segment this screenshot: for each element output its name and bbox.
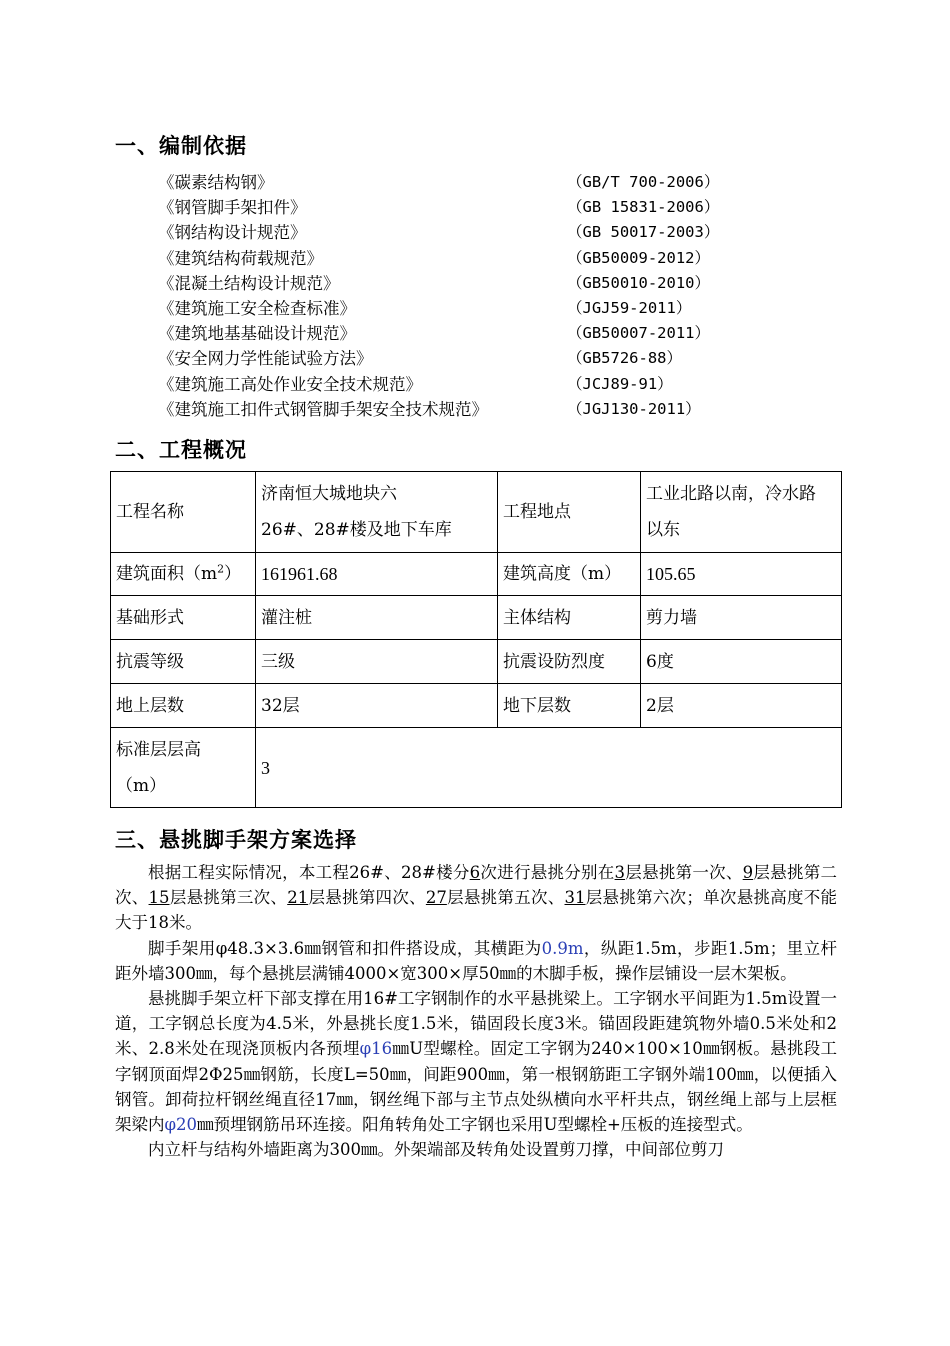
reference-title: 《建筑施工高处作业安全技术规范》 — [158, 374, 422, 394]
paragraph-beam-support — [115, 986, 837, 1137]
text-run: 层悬挑第二次、 — [115, 863, 837, 908]
paragraph-scaffold-spec — [115, 936, 837, 986]
text-run: 次进行悬挑分别在 — [480, 863, 615, 882]
section-heading-scheme: 三、悬挑脚手架方案选择 — [115, 828, 357, 852]
text-run: 脚手架用φ48.3×3.6㎜钢管和扣件搭设成，其横距为 — [148, 938, 542, 958]
reference-code: （JGJ59-2011） — [567, 298, 692, 317]
reference-item — [158, 397, 758, 422]
foundation-label: 基础形式 — [111, 596, 256, 640]
table-row — [111, 553, 842, 596]
text-run: 层悬挑第六次；单次悬挑高度不能大于18米。 — [115, 888, 838, 933]
text-run: 层悬挑第三次、 — [169, 888, 288, 908]
project-name-label: 工程名称 — [111, 472, 256, 553]
underlined-number: 15 — [148, 888, 170, 908]
reference-title: 《碳素结构钢》 — [158, 173, 274, 192]
building-area-value: 161961.68 — [256, 553, 498, 596]
project-name-line2: 26#、28#楼及地下车库 — [261, 520, 452, 540]
text-run: ㎜U型螺栓。固定工字钢为240×100×10㎜钢板。悬挑段工字钢顶面焊2Φ25㎜钢筋，长度L=50㎜，间距900㎜，第一根钢筋距工字钢外端100㎜，以便插入钢管。卸荷拉杆钢丝绳直径17㎜，钢丝绳下部与主节点处纵横向水平杆共点，钢丝绳上部与上层框架梁内 — [115, 1039, 837, 1135]
std-floor-height-label — [111, 728, 256, 808]
text-run: 层悬挑第一次、 — [625, 863, 743, 882]
paragraph-inner-pole: 内立杆与结构外墙距离为300㎜。外架端部及转角处设置剪刀撑，中间部位剪刀 — [148, 1140, 724, 1160]
foundation-value: 灌注桩 — [256, 596, 498, 640]
reference-title: 《钢管脚手架扣件》 — [158, 198, 307, 218]
seismic-fortification-value: 6度 — [641, 640, 842, 684]
std-floor-height-label-line1: 标准层层高 — [116, 739, 201, 760]
text-run: 层悬挑第四次、 — [308, 888, 426, 908]
reference-code: （GB50009-2012） — [567, 248, 710, 267]
reference-title: 《建筑结构荷载规范》 — [158, 248, 323, 268]
project-location-line1: 工业北路以南，冷水路 — [646, 484, 816, 504]
text-run: 悬挑脚手架立杆下部支撑在用16#工字钢制作的水平悬挑梁上。工字钢水平间距为1.5m设置一道，工字钢总长度为4.5米，外悬挑长度1.5米，锚固段长度3米。锚固段距建筑物外墙0.5米处和2米、2.8米处在现浇顶板内各预埋 — [115, 989, 837, 1059]
std-floor-height-value: 3 — [256, 728, 842, 808]
underlined-number: 31 — [564, 888, 586, 908]
underlined-number: 9 — [742, 863, 754, 882]
reference-item — [158, 321, 758, 346]
text-run: ㎜预埋钢筋吊环连接。阳角转角处工字钢也采用U型螺栓+压板的连接型式。 — [197, 1115, 753, 1135]
underlined-number: 27 — [425, 888, 447, 908]
reference-item — [158, 195, 758, 220]
reference-item — [158, 246, 758, 271]
reference-item — [158, 296, 758, 321]
floors-above-label: 地上层数 — [111, 684, 256, 728]
text-run: 根据工程实际情况，本工程26#、28#楼分 — [148, 863, 470, 882]
structure-value: 剪力墙 — [641, 596, 842, 640]
reference-item — [158, 346, 758, 371]
highlighted-value: φ16 — [359, 1039, 393, 1059]
reference-code: （GB50007-2011） — [567, 324, 710, 343]
underlined-number: 6 — [469, 863, 481, 882]
text-run: ，纵距1.5m，步距1.5m；里立杆距外墙300㎜，每个悬挑层满铺4000×宽300×厚50㎜的木脚手板，操作层铺设一层木架板。 — [115, 938, 837, 983]
floors-above-value: 32层 — [256, 684, 498, 728]
building-area-label — [111, 553, 256, 596]
project-location-label: 工程地点 — [498, 472, 641, 553]
table-row — [111, 472, 842, 553]
reference-code: （GB 15831-2006） — [567, 198, 720, 217]
underlined-number: 3 — [614, 863, 626, 882]
structure-label: 主体结构 — [498, 596, 641, 640]
reference-title: 《安全网力学性能试验方法》 — [158, 349, 373, 369]
reference-title: 《建筑施工安全检查标准》 — [158, 298, 356, 318]
building-area-label-text: 建筑面积（m — [116, 564, 218, 584]
reference-code: （GB 50017-2003） — [567, 223, 720, 242]
reference-item — [158, 170, 758, 195]
reference-title: 《建筑地基基础设计规范》 — [158, 324, 356, 344]
project-name-value — [256, 472, 498, 553]
underlined-number: 21 — [287, 888, 309, 908]
seismic-fortification-label: 抗震设防烈度 — [498, 640, 641, 684]
table-row — [111, 684, 842, 728]
seismic-grade-label: 抗震等级 — [111, 640, 256, 684]
seismic-grade-value: 三级 — [256, 640, 498, 684]
reference-item — [158, 220, 758, 245]
table-row — [111, 640, 842, 684]
paragraph-cantilever-stages — [115, 860, 837, 936]
floors-below-label: 地下层数 — [498, 684, 641, 728]
highlighted-value: φ20 — [164, 1115, 198, 1135]
building-height-value: 105.65 — [641, 553, 842, 596]
project-location-value — [641, 472, 842, 553]
reference-code: （GB5726-88） — [567, 349, 682, 368]
project-overview-table — [110, 471, 842, 808]
building-area-label-end: ） — [224, 564, 242, 584]
reference-code: （JCJ89-91） — [567, 374, 673, 393]
reference-code: （JGJ130-2011） — [567, 399, 701, 418]
text-run: 层悬挑第五次、 — [446, 888, 565, 908]
reference-title: 《钢结构设计规范》 — [158, 223, 307, 243]
project-name-line1: 济南恒大城地块六 — [261, 484, 397, 504]
highlighted-value: 0.9m — [541, 938, 584, 958]
project-location-line2: 以东 — [646, 520, 680, 540]
table-row — [111, 728, 842, 808]
scheme-body — [115, 860, 837, 1162]
table-row — [111, 596, 842, 640]
std-floor-height-label-line2: （m） — [116, 775, 167, 796]
reference-item — [158, 271, 758, 296]
floors-below-value: 2层 — [641, 684, 842, 728]
superscript: 2 — [217, 562, 225, 576]
reference-list — [158, 170, 758, 422]
section-heading-basis: 一、编制依据 — [115, 134, 247, 158]
section-heading-overview: 二、工程概况 — [115, 438, 247, 462]
building-height-label: 建筑高度（m） — [498, 553, 641, 596]
reference-item — [158, 372, 758, 397]
reference-title: 《建筑施工扣件式钢管脚手架安全技术规范》 — [158, 399, 488, 419]
reference-code: （GB50010-2010） — [567, 273, 710, 292]
reference-code: （GB/T 700-2006） — [567, 173, 720, 191]
reference-title: 《混凝土结构设计规范》 — [158, 273, 340, 293]
